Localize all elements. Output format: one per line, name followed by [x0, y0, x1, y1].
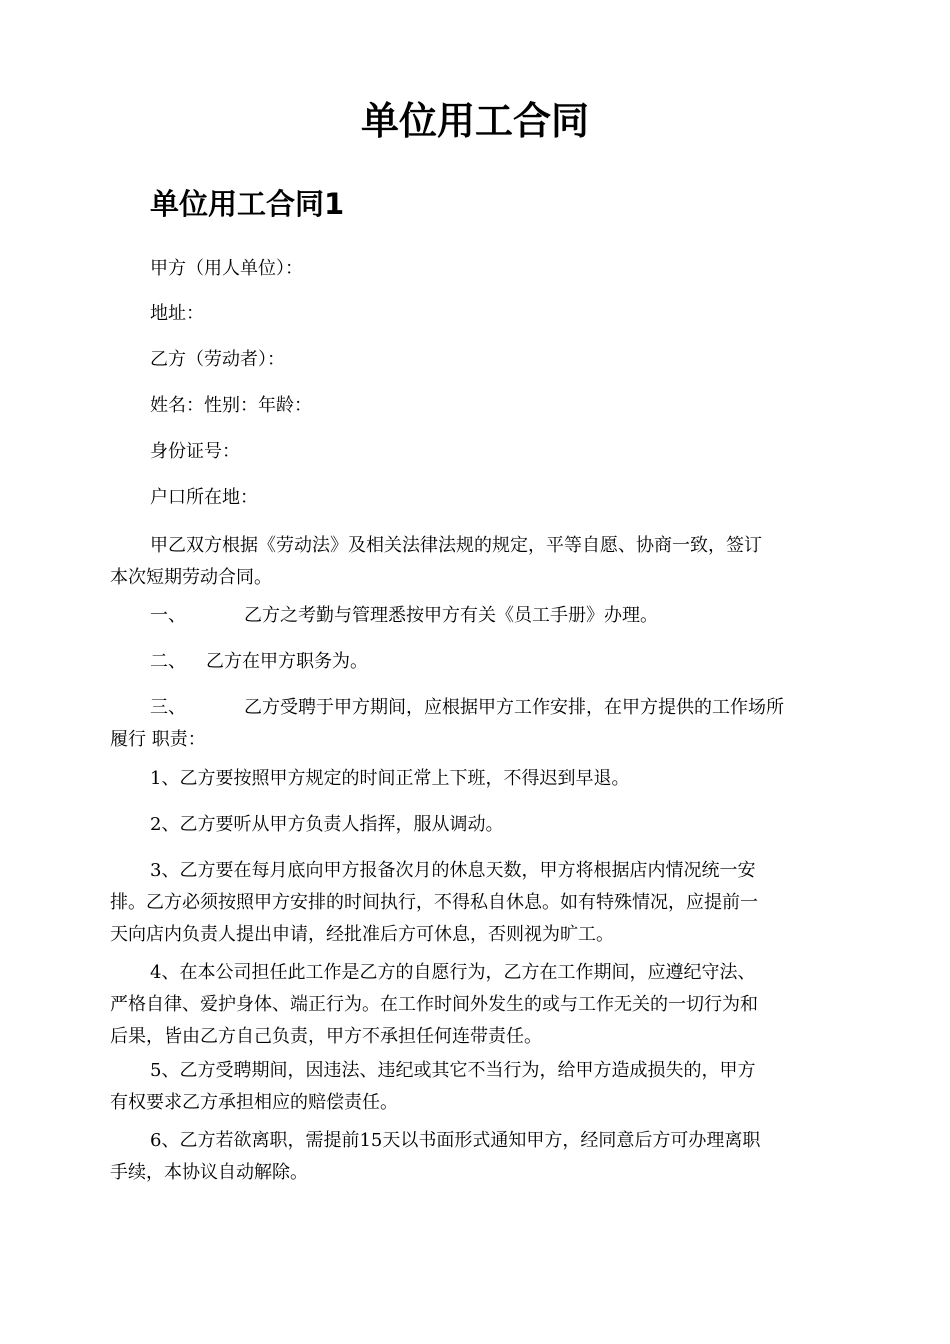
item-6: [110, 1125, 842, 1189]
section-3-line-1: [110, 692, 842, 724]
section-1-number: 一、: [150, 605, 186, 626]
intro-paragraph: [110, 530, 842, 594]
section-3-line-2: 履行 职责：: [110, 729, 206, 750]
item-4: [110, 957, 842, 1053]
section-2: [110, 646, 842, 678]
intro-line-1: 甲乙双方根据《劳动法》及相关法律法规的规定，平等自愿、协商一致，签订: [150, 535, 762, 556]
item-6-line-2: 手续，本协议自动解除。: [110, 1162, 308, 1183]
item-3-line-3: 天向店内负责人提出申请，经批准后方可休息，否则视为旷工。: [110, 924, 614, 945]
address-field: [110, 298, 842, 330]
household-label: 户口所在地：: [150, 487, 258, 508]
item-5-line-2: 有权要求乙方承担相应的赔偿责任。: [110, 1092, 398, 1113]
intro-line-2: 本次短期劳动合同。: [110, 567, 272, 588]
item-5-line-1: 5、乙方受聘期间，因违法、违纪或其它不当行为，给甲方造成损失的，甲方: [150, 1060, 756, 1081]
id-number-label: 身份证号：: [150, 441, 240, 462]
household-field: [110, 482, 842, 514]
item-3-line-1: 3、乙方要在每月底向甲方报备次月的休息天数，甲方将根据店内情况统一安: [150, 860, 756, 881]
item-4-line-1: 4、在本公司担任此工作是乙方的自愿行为，乙方在工作期间，应遵纪守法、: [150, 962, 756, 983]
section-3-text: 乙方受聘于甲方期间，应根据甲方工作安排，在甲方提供的工作场所: [244, 697, 784, 718]
item-6-line-1: 6、乙方若欲离职，需提前15天以书面形式通知甲方，经同意后方可办理离职: [150, 1130, 761, 1151]
section-3: [110, 692, 842, 756]
name-gender-age-label: 姓名：性别：年龄：: [150, 395, 312, 416]
item-2-text: 2、乙方要听从甲方负责人指挥，服从调动。: [150, 814, 504, 835]
address-label: 地址：: [150, 303, 204, 324]
item-3: [110, 855, 842, 951]
item-4-line-2: 严格自律、爱护身体、端正行为。在工作时间外发生的或与工作无关的一切行为和: [110, 994, 758, 1015]
item-2: [110, 809, 842, 841]
party-a-field: [110, 253, 842, 285]
section-3-number: 三、: [150, 697, 186, 718]
item-3-line-2: 排。乙方必须按照甲方安排的时间执行，不得私自休息。如有特殊情况，应提前一: [110, 892, 758, 913]
id-number-field: [110, 436, 842, 468]
item-5: [110, 1055, 842, 1119]
party-b-label: 乙方（劳动者）：: [150, 349, 285, 370]
document-title: 单位用工合同: [360, 99, 589, 143]
party-b-field: [110, 344, 842, 376]
section-heading: 单位用工合同1: [150, 187, 345, 221]
item-4-line-3: 后果，皆由乙方自己负责，甲方不承担任何连带责任。: [110, 1026, 542, 1047]
item-1: [110, 763, 842, 795]
section-1-line: [110, 600, 842, 632]
section-1: [110, 600, 842, 632]
name-gender-age-field: [110, 390, 842, 422]
section-2-text: 乙方在甲方职务为。: [206, 651, 368, 672]
section-1-text: 乙方之考勤与管理悉按甲方有关《员工手册》办理。: [244, 605, 658, 626]
section-2-number: 二、: [150, 651, 186, 672]
section-2-line: [110, 646, 842, 678]
party-a-label: 甲方（用人单位）：: [150, 258, 303, 279]
item-1-text: 1、乙方要按照甲方规定的时间正常上下班，不得迟到早退。: [150, 768, 630, 789]
